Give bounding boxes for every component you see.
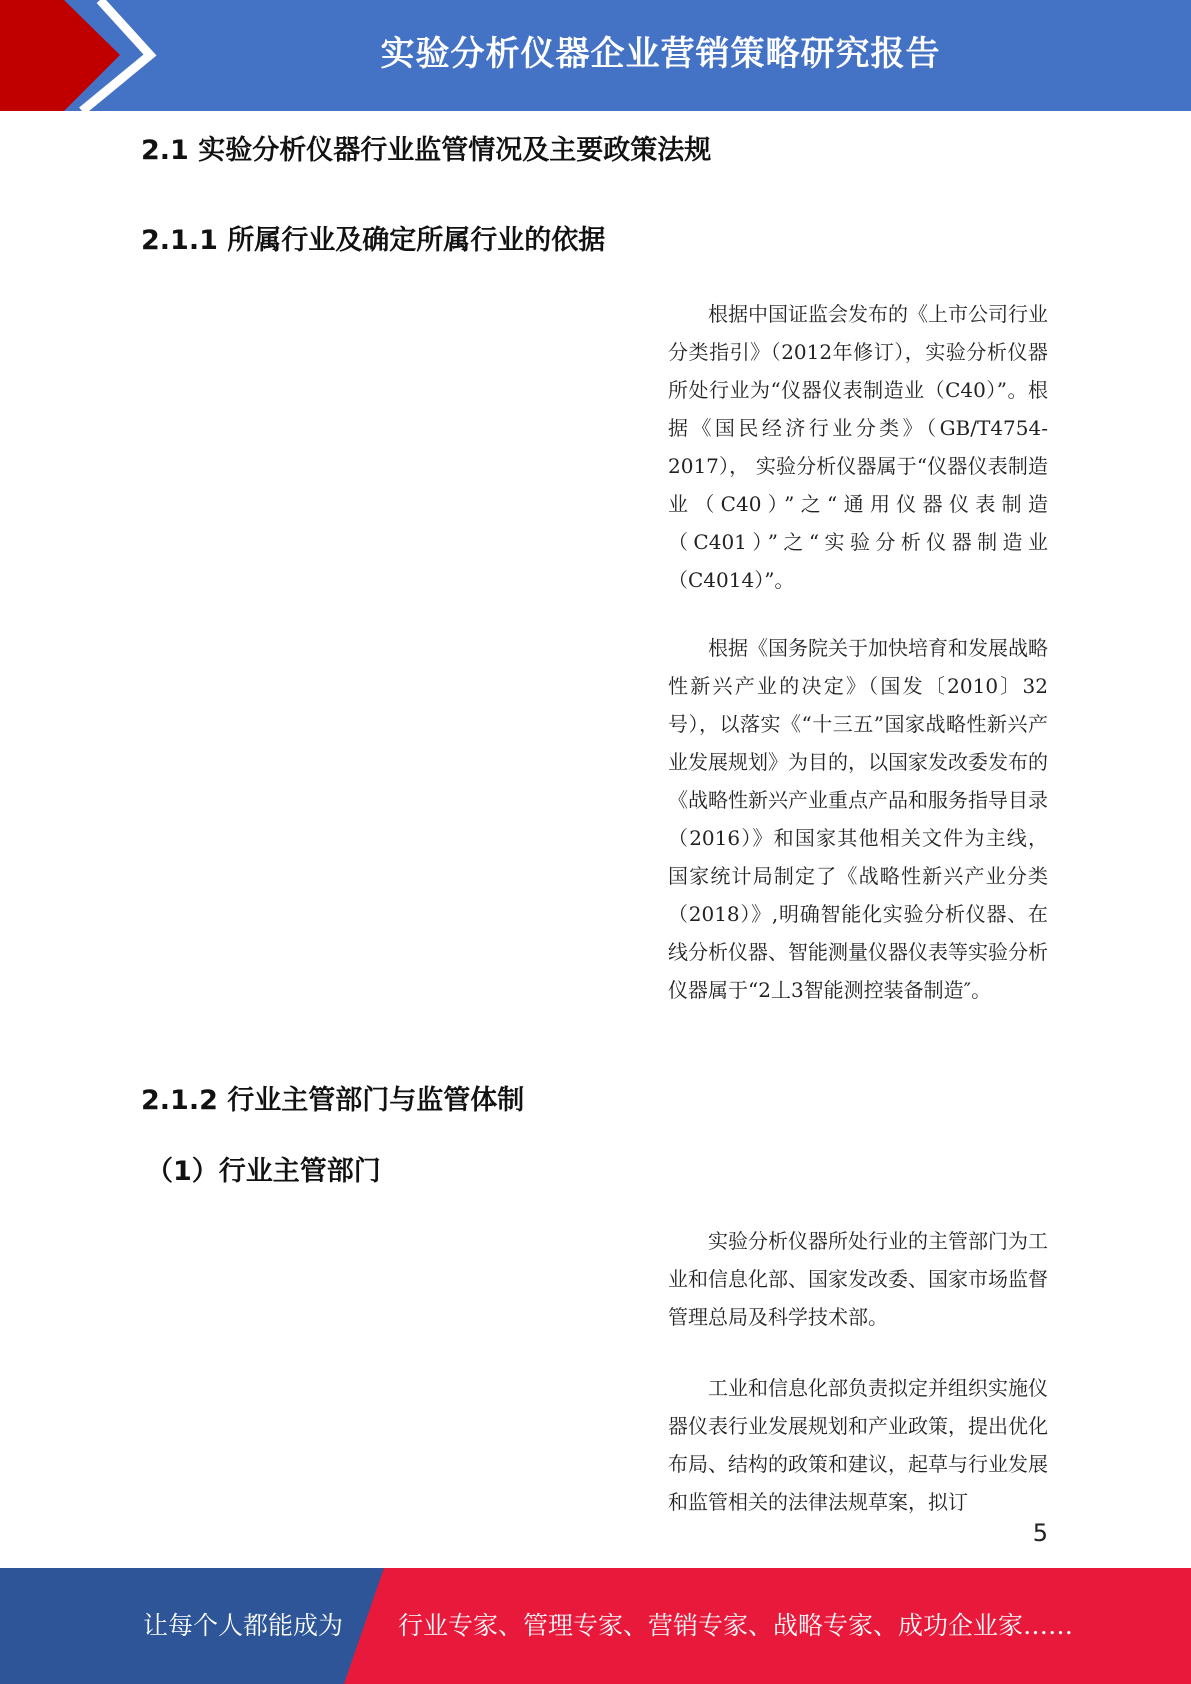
page-footer — [0, 1568, 1191, 1684]
section-heading-2-1-1: 2.1.1 所属行业及确定所属行业的依据 — [141, 225, 606, 256]
footer-slogan-right: 行业专家、管理专家、营销专家、战略专家、成功企业家…… — [398, 1611, 1074, 1640]
section-heading-2-1-2: 2.1.2 行业主管部门与监管体制 — [141, 1085, 525, 1116]
section-heading-2-1: 2.1 实验分析仪器行业监管情况及主要政策法规 — [141, 135, 712, 166]
page-header — [0, 0, 1191, 111]
subsection-heading-authorities: （1）行业主管部门 — [146, 1156, 381, 1187]
paragraph-miit-duties: 工业和信息化部负责拟定并组织实施仪器仪表行业发展规划和产业政策，提出优化布局、结构的政策和建议，起草与行业发展和监管相关的法律法规草案，拟订 — [668, 1376, 1048, 1514]
paragraph-industry-classification: 根据中国证监会发布的《上市公司行业分类指引》（2012年修订），实验分析仪器所处行业为“仪器仪表制造业（C40）”。根据《国民经济行业分类》（GB/T4754-2017）， 实验分析仪器属于“仪器仪表制造业（C40）”之“通用仪器仪表制造（C401）”之“实验分析仪器制造业（C4014）”。 — [668, 302, 1048, 592]
page-number: 5 — [1032, 1519, 1048, 1547]
report-title: 实验分析仪器企业营销策略研究报告 — [380, 34, 941, 74]
paragraph-authorities: 实验分析仪器所处行业的主管部门为工业和信息化部、国家发改委、国家市场监督管理总局及科学技术部。 — [668, 1229, 1048, 1329]
footer-slogan-left: 让每个人都能成为 — [143, 1611, 344, 1640]
paragraph-strategic-industry: 根据《国务院关于加快培育和发展战略性新兴产业的决定》（国发〔2010〕32号），以落实《“十三五”国家战略性新兴产业发展规划》为目的，以国家发改委发布的《战略性新兴产业重点产品和服务指导目录（2016）》和国家其他相关文件为主线，国家统计局制定了《战略性新兴产业分类（2018）》,明确智能化实验分析仪器、在线分析仪器、智能测量仪器仪表等实验分析仪器属于“2丄3智能测控装备制造″。 — [668, 636, 1048, 1002]
